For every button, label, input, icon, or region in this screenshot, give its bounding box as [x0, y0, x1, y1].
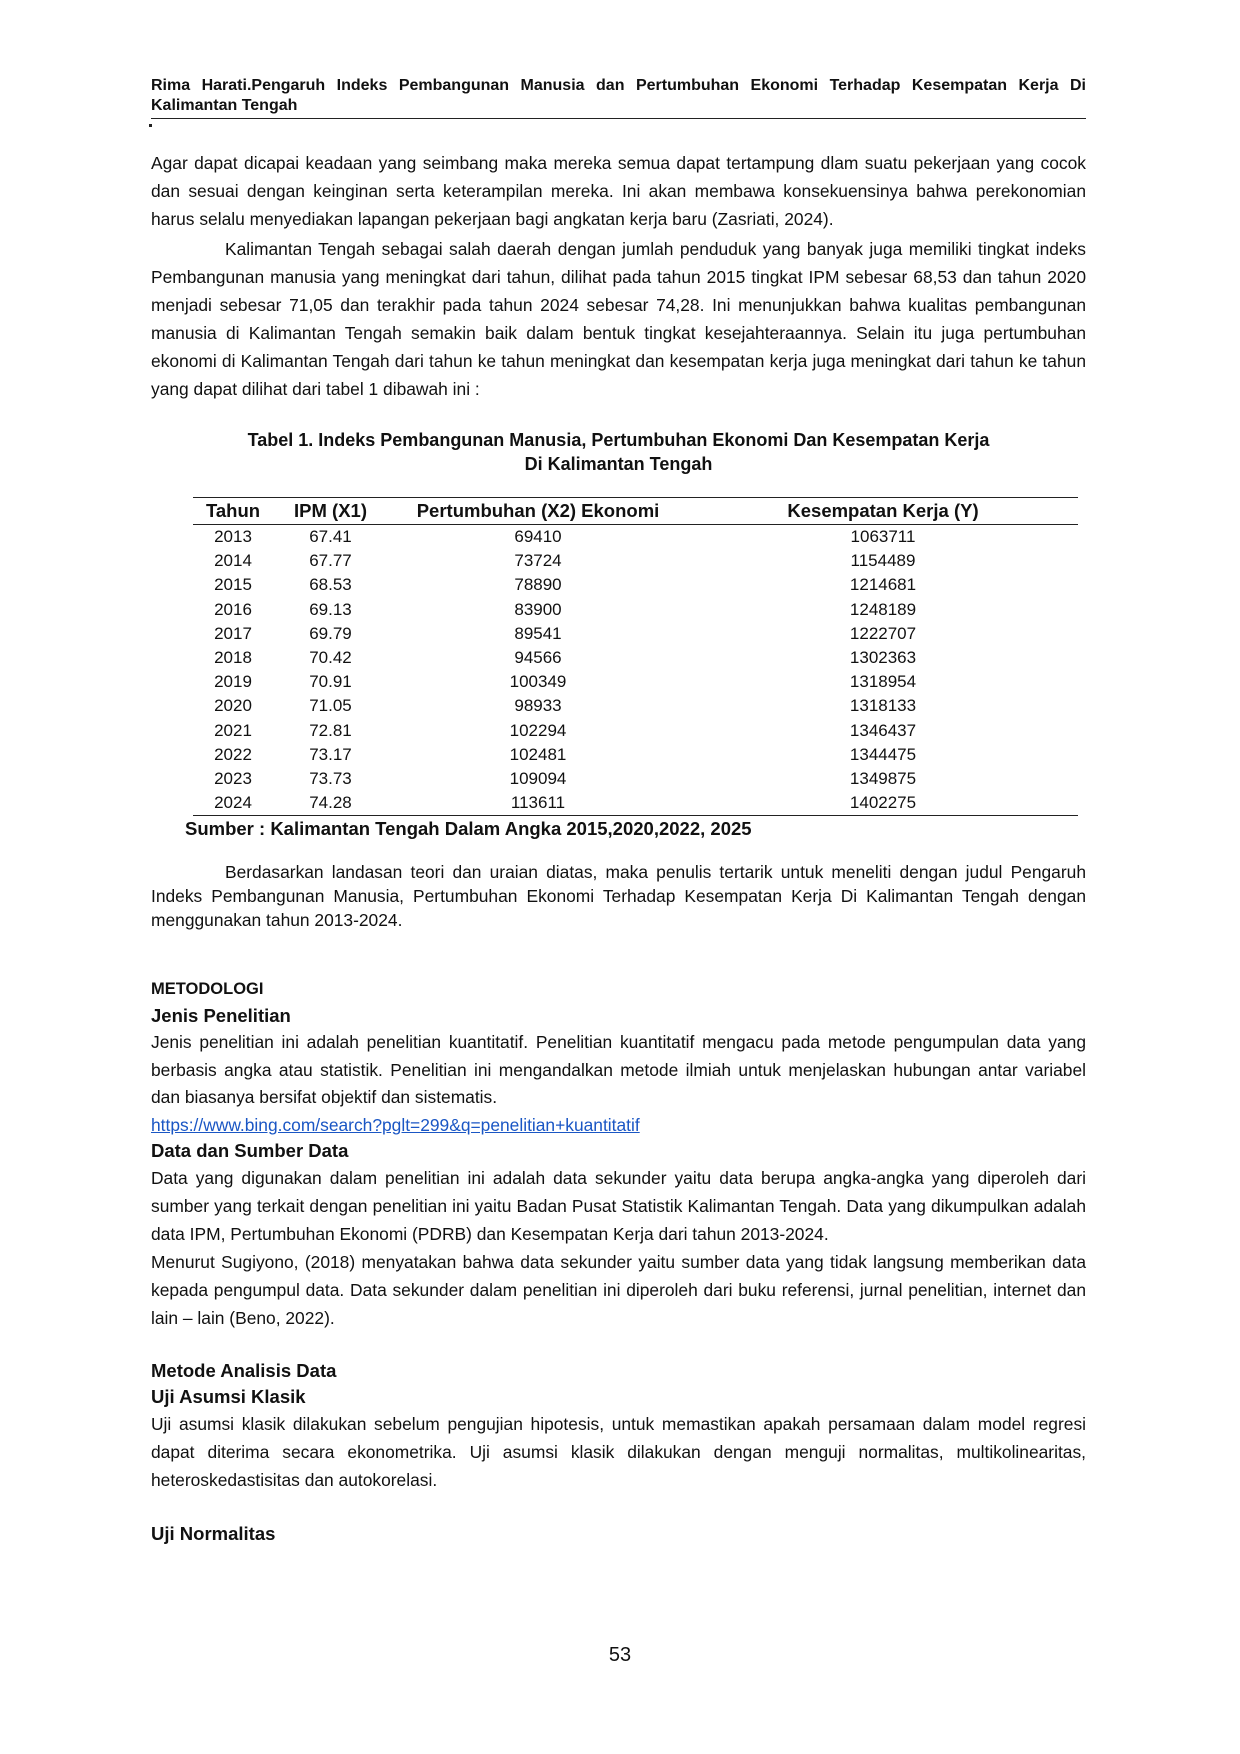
- cell-kesempatan: 1222707: [849, 623, 917, 643]
- heading-metode-analisis: Metode Analisis Data: [151, 1360, 337, 1381]
- header-rule: [151, 118, 1086, 119]
- cell-pertumbuhan: 98933: [514, 696, 562, 716]
- cell-ipm: 70.91: [309, 672, 352, 692]
- table-row: [193, 694, 1078, 718]
- cell-ipm: 67.77: [309, 551, 352, 571]
- cell-pertumbuhan: 69410: [514, 527, 562, 546]
- table-header-row: [193, 498, 1078, 525]
- table-row: [193, 670, 1078, 694]
- heading-data-sumber: Data dan Sumber Data: [151, 1140, 349, 1161]
- table-row: [193, 622, 1078, 646]
- paragraph-intro: Agar dapat dicapai keadaan yang seimbang maka mereka semua dapat tertampung dlam suatu pekerjaan yang cocok dan sesuai dengan keinginan serta keterampilan mereka. Ini akan membawa konsekuensinya bahwa perekonomian harus selalu menyediakan lapangan pekerjaan bagi angkatan kerja baru (Zasriati, 2024).: [151, 153, 1086, 229]
- paragraph-uji-asumsi: Uji asumsi klasik dilakukan sebelum pengujian hipotesis, untuk memastikan apakah persamaan dalam model regresi dapat diterima secara ekonometrika. Uji asumsi klasik dilakukan dengan menguji normalitas, multikolinearitas, heteroskedastisitas dan autokorelasi.: [151, 1414, 1086, 1490]
- cell-pertumbuhan: 109094: [509, 769, 567, 789]
- cell-kesempatan: 1318133: [849, 696, 917, 716]
- table-source: Sumber : Kalimantan Tengah Dalam Angka 2015,2020,2022, 2025: [185, 818, 752, 839]
- cell-pertumbuhan: 102481: [509, 744, 567, 764]
- header-pertumbuhan: Pertumbuhan (X2) Ekonomi: [416, 500, 660, 521]
- header-dot: [149, 124, 152, 127]
- table-caption-line1: Tabel 1. Indeks Pembangunan Manusia, Pertumbuhan Ekonomi Dan Kesempatan Kerja: [247, 430, 990, 450]
- table-row: [193, 573, 1078, 597]
- cell-tahun: 2013: [214, 527, 252, 546]
- heading-metodologi: METODOLOGI: [151, 980, 264, 998]
- cell-tahun: 2019: [214, 672, 252, 692]
- cell-ipm: 71.05: [309, 696, 352, 716]
- cell-tahun: 2017: [214, 623, 252, 643]
- table-row: [193, 525, 1078, 550]
- cell-kesempatan: 1402275: [849, 793, 917, 813]
- cell-pertumbuhan: 83900: [514, 599, 562, 619]
- heading-uji-normalitas: Uji Normalitas: [151, 1523, 276, 1544]
- cell-pertumbuhan: 78890: [514, 575, 562, 595]
- cell-kesempatan: 1063711: [850, 527, 916, 546]
- cell-pertumbuhan: 113611: [510, 793, 566, 813]
- cell-tahun: 2016: [214, 599, 252, 619]
- reference-link[interactable]: https://www.bing.com/search?pglt=299&q=penelitian+kuantitatif: [151, 1115, 640, 1135]
- cell-ipm: 74.28: [309, 793, 352, 813]
- table-row: [193, 646, 1078, 670]
- heading-uji-asumsi: Uji Asumsi Klasik: [151, 1386, 306, 1407]
- table-caption: [151, 428, 1086, 476]
- paragraph-sugiyono: Menurut Sugiyono, (2018) menyatakan bahwa data sekunder yaitu sumber data yang tidak langsung memberikan data kepada pengumpul data. Data sekunder dalam penelitian ini diperoleh dari buku referensi, jurnal penelitian, internet dan lain – lain (Beno, 2022).: [151, 1252, 1086, 1328]
- cell-pertumbuhan: 89541: [514, 623, 562, 643]
- cell-kesempatan: 1302363: [849, 648, 917, 668]
- header-tahun: Tahun: [205, 500, 261, 521]
- running-header: Rima Harati.Pengaruh Indeks Pembangunan Manusia dan Pertumbuhan Ekonomi Terhadap Kesempatan Kerja Di Kalimantan Tengah: [151, 77, 1086, 114]
- cell-ipm: 69.13: [309, 599, 352, 619]
- cell-ipm: 73.17: [309, 744, 352, 764]
- paragraph-jenis: Jenis penelitian ini adalah penelitian kuantitatif. Penelitian kuantitatif mengacu pada metode pengumpulan data yang berbasis angka atau statistik. Penelitian ini mengandalkan metode ilmiah untuk menjelaskan hubungan antar variabel dan biasanya bersifat objektif dan sistematis.: [151, 1032, 1086, 1107]
- cell-kesempatan: 1344475: [849, 744, 917, 764]
- cell-kesempatan: 1349875: [849, 769, 917, 789]
- cell-kesempatan: 1214681: [849, 575, 917, 595]
- table-row: [193, 549, 1078, 573]
- cell-tahun: 2021: [214, 720, 252, 740]
- data-table: [193, 497, 1078, 816]
- cell-pertumbuhan: 100349: [509, 672, 567, 692]
- heading-jenis-penelitian: Jenis Penelitian: [151, 1005, 291, 1026]
- cell-tahun: 2020: [214, 696, 252, 716]
- table-row: [193, 598, 1078, 622]
- table-caption-line2: Di Kalimantan Tengah: [524, 454, 713, 474]
- cell-pertumbuhan: 102294: [509, 720, 567, 740]
- paragraph-data: Data yang digunakan dalam penelitian ini adalah data sekunder yaitu data berupa angka-angka yang diperoleh dari sumber yang terkait dengan penelitian ini yaitu Badan Pusat Statistik Kalimantan Tengah. Data yang dikumpulkan adalah data IPM, Pertumbuhan Ekonomi (PDRB) dan Kesempatan Kerja dari tahun 2013-2024.: [151, 1168, 1086, 1244]
- page-number: 53: [608, 1644, 632, 1666]
- cell-kesempatan: 1346437: [849, 720, 917, 740]
- cell-pertumbuhan: 94566: [514, 648, 562, 668]
- paragraph-kalimantan: Kalimantan Tengah sebagai salah daerah dengan jumlah penduduk yang banyak juga memiliki tingkat indeks Pembangunan manusia yang meningkat dari tahun, dilihat pada tahun 2015 tingkat IPM sebesar 68,53 dan tahun 2020 menjadi sebesar 71,05 dan terakhir pada tahun 2024 sebesar 74,28. Ini menunjukkan bahwa kualitas pembangunan manusia di Kalimantan Tengah semakin baik dalam bentuk tingkat kesejahteraannya. Selain itu juga pertumbuhan ekonomi di Kalimantan Tengah dari tahun ke tahun meningkat dan kesempatan kerja juga meningkat dari tahun ke tahun yang dapat dilihat dari tabel 1 dibawah ini :: [151, 239, 1086, 399]
- table-row: [193, 791, 1078, 816]
- cell-kesempatan: 1248189: [849, 599, 917, 619]
- table-row: [193, 719, 1078, 743]
- cell-ipm: 70.42: [309, 648, 352, 668]
- header-kesempatan: Kesempatan Kerja (Y): [787, 500, 979, 521]
- cell-tahun: 2022: [214, 744, 252, 764]
- cell-tahun: 2018: [214, 648, 252, 668]
- cell-ipm: 69.79: [309, 623, 352, 643]
- table-row: [193, 743, 1078, 767]
- cell-pertumbuhan: 73724: [514, 551, 562, 571]
- cell-tahun: 2023: [214, 769, 252, 789]
- cell-kesempatan: 1154489: [850, 551, 916, 571]
- cell-ipm: 67.41: [309, 527, 352, 546]
- cell-ipm: 68.53: [309, 575, 352, 595]
- header-ipm: IPM (X1): [294, 500, 367, 521]
- cell-tahun: 2024: [214, 793, 252, 813]
- paragraph-berdasarkan: Berdasarkan landasan teori dan uraian diatas, maka penulis tertarik untuk meneliti dengan judul Pengaruh Indeks Pembangunan Manusia, Pertumbuhan Ekonomi Terhadap Kesempatan Kerja Di Kalimantan Tengah dengan menggunakan tahun 2013-2024.: [151, 862, 1086, 930]
- cell-tahun: 2014: [214, 551, 252, 571]
- table-body: [193, 525, 1078, 816]
- cell-ipm: 72.81: [309, 720, 352, 740]
- cell-ipm: 73.73: [309, 769, 352, 789]
- cell-tahun: 2015: [214, 575, 252, 595]
- cell-kesempatan: 1318954: [849, 672, 917, 692]
- table-row: [193, 767, 1078, 791]
